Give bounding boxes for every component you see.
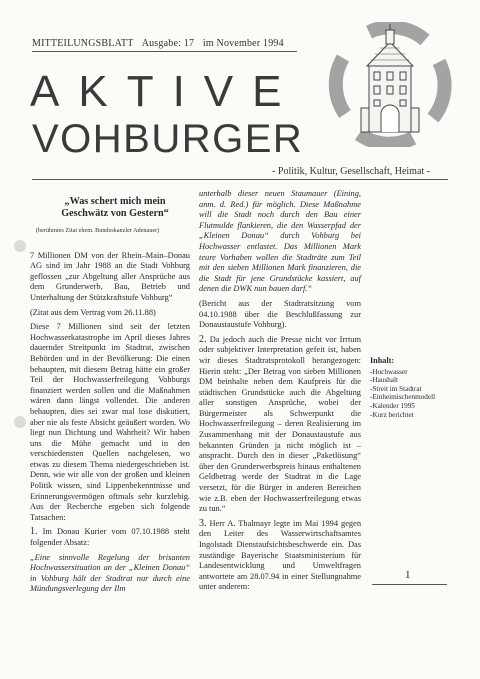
contents-item: -Haushalt [370,376,398,385]
paragraph-quote: unterhalb dieser neuen Staumauer (Eining, anm. d. Red.) für möglich. Diese Maßnahme will die Stadt noch durch den Bau einer Flutmulde flankieren, die den Wasserpfad der „Kleinen Donau“ durch Vohburg bei Hochwasser entlastet. Das Millionen Mark teure Vorhaben wollen die Stadträte zum Teil mit den sieben Millionen Mark finanzieren, die die Stadt für jene Grundstücke kassiert, auf denen die DWK nun bauen darf.“ [199,189,361,294]
paragraph-numbered: 2. Da jedoch auch die Presse nicht vor Irrtum oder subjektiver Interpretation gefeit ist, haben wir dieses Stadtratsprotokoll herangezogen: Hierin steht: „Der Betrag von sieben Millionen DM beinhalte neben dem Kaufpreis für die städtischen Grundstücke auch die Abgeltung aller sonstigen Ansprüche, wobei der Bürgermeister als Schwerpunkt die Hochwasserfreilegung – deren Realisierung im Zusammenhang mit der Donaustaustufe aus bekannten Gründen ja nicht möglich ist – anspracht. Durch den in dieser „Paketlösung“ über den Grunderwerbspreis hinaus enthaltenen Geldbetrag werde der Stadtrat in die Lage versetzt, für die Bürger in anderen Bereichen wie z.B. eben der Hochwasserfreilegung etwas zu tun.“ [199,333,362,514]
page-number: 1 [405,569,411,581]
newsletter-label: MITTEILUNGSBLATT [32,38,134,49]
contents-item: -Einheimischenmodell [370,393,436,402]
contents-item: -Kurz berichtet [370,410,414,419]
paragraph: Diese 7 Millionen sind seit der letzten Hochwasserkatastrophe im April dieses Jahres dauernder Streitpunkt im Stadtrat, zwischen Behörden und in der Bevölkerung: Die einen behaupten, mit diesem Betrag hätte ein großer Teil der Hochwasserfreilegung Vohburgs finanziert werden sollen und die Maßnahmen wären dann längst vollendet. Die anderen behaupten, dies sei zwar mal lose diskutiert, aber nie als feste Absicht geäußert worden. Wo liegt nun Dichtung und Wahrheit? Wir haben uns die Mühe gemacht und in den verschiedensten Quellen nachgelesen, wo etwas zu diesem Thema niedergeschrieben ist. Denn, wie wir alle von der großen und kleinen Politik wissen, sind Lippenbekenntnisse und Erinnerungsvermögen oftmals sehr kurzlebig. Aus der Recherche ergeben sich folgende Tatsachen: [30,322,190,522]
title-aktive: AKTIVE [30,67,301,116]
paragraph-number: 1. [30,526,38,538]
subtitle-bar [32,166,448,180]
article-column-left [30,196,190,599]
punch-hole [14,416,26,428]
contents-item: -Streit im Stadtrat [370,384,422,393]
masthead-info [32,38,290,49]
contents-title: Inhalt: [370,356,395,365]
contents-item: -Hochwasser [370,367,408,376]
table-of-contents [370,357,460,419]
page-number-rule [372,584,447,585]
paragraph-number: 2. [199,333,207,345]
article-headline: „Was schert mich mein Geschwätz von Gestern“ [61,196,169,219]
contents-item: -Kalender 1995 [370,401,415,410]
paragraph-quote: „Eine sinnvolle Regelung der brisanten Hochwassersituation an der „Kleinen Donau“ in Vohburg hält der Stadtrat nur durch eine Mündungsverlegung der Ilm [30,552,190,594]
masthead-rule [32,51,297,52]
subtitle: - Politik, Kultur, Gesellschaft, Heimat - [272,166,430,177]
title-vohburger: VOHBURGER [32,117,304,161]
paragraph: 7 Millionen DM von der Rhein–Main–Donau AG sind im Jahr 1988 an die Stadt Vohburg geflossen „zur Abgeltung aller Ansprüche aus dem Grunderwerb, Bau, Betrieb und Unterhaltung der Stützkraftstufe Vohburg“ [30,250,190,302]
paragraph: (Bericht aus der Stadtratsitzung vom 04.10.1988 über die Beschlußfassung zur Donaustaustufe Vohburg). [199,298,361,330]
town-gate-emblem-icon [325,22,455,147]
issue-date: im November 1994 [202,38,284,49]
paragraph-numbered: 3. Herr A. Thalmayr legte im Mai 1994 gegen den Leiter des Wasserwirtschaftsamtes Ingolstadt Dienstaufsichtsbeschwerde ein. Das zuständige Bayerische Staatsministerium für Landesentwicklung und Umweltfragen antwortete am 28.07.94 in einer Stellungnahme unter anderem: [199,517,362,592]
issue-number: Ausgabe: 17 [141,38,195,49]
paragraph-numbered: 1. Im Donau Kurier vom 07.10.1988 steht folgender Absatz: [30,526,191,548]
paragraph-number: 3. [199,517,207,529]
article-column-middle [199,189,361,597]
punch-hole [14,240,26,252]
article-citation: (berühmtes Zitat ehem. Bundeskanzler Adenauer) [36,227,160,234]
paragraph: (Zitat aus dem Vertrag vom 26.11.88) [30,307,156,317]
